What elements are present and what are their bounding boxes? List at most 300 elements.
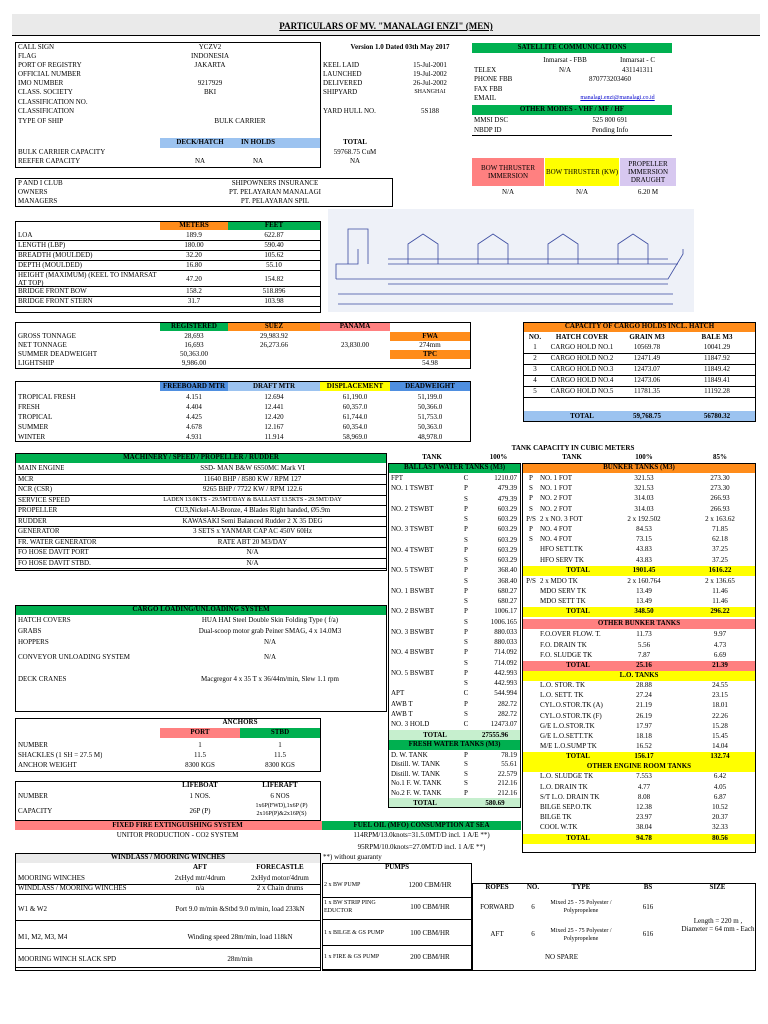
dimension-meters: 158.2 [186, 287, 202, 295]
hold-name: CARGO HOLD NO.4 [550, 376, 614, 384]
dimension-meters: 180.00 [184, 241, 204, 249]
dimension-label: HEIGHT (MAXIMUM) (KEEL TO INMARSAT AT TOP) [18, 271, 157, 287]
bunker-100: 43.83 [636, 545, 652, 554]
managers-label: MANAGERS [18, 197, 58, 205]
forecastle-header: FORECASTLE [256, 863, 304, 871]
fire-system-value: UNITOR PRODUCTION - CO2 SYSTEM [116, 831, 239, 839]
bunker-100: 17.97 [636, 721, 652, 730]
machinery-value: 9265 BHP / 7722 KW / RPM 122.6 [202, 485, 303, 493]
reefer-deck: NA [194, 157, 206, 165]
anchors-box [15, 718, 321, 772]
winch-label: WINDLASS / MOORING WINCHES [18, 884, 127, 892]
other-modes-header: OTHER MODES - VHF / MF / HF [519, 105, 625, 113]
anchor-number-label: NUMBER [18, 741, 48, 749]
bunker-85: 10.52 [712, 803, 728, 811]
hold-grain: 11781.35 [634, 387, 660, 395]
winches-box [15, 853, 321, 971]
cargo-system-header: CARGO LOADING/UNLOADING SYSTEM [132, 605, 270, 613]
email-label: EMAIL [474, 94, 497, 102]
hold-no: 4 [533, 376, 537, 384]
pumps-header: PUMPS [384, 863, 410, 871]
ballast-capacity: 603.29 [497, 556, 517, 564]
bunker-total-label: TOTAL [566, 752, 590, 761]
fw-tank-name: No.1 F. W. TANK [391, 779, 442, 788]
bunker-tank-name: COOL W.TK [540, 823, 578, 832]
mmsi-label: MMSI DSC [474, 116, 509, 124]
loadline-freeboard: 4.425 [186, 413, 202, 421]
rope-aft-bs: 616 [642, 930, 654, 938]
rope-forward: FORWARD [480, 903, 514, 911]
loadline-label: TROPICAL [18, 413, 53, 421]
ballast-capacity: 714.092 [494, 658, 517, 667]
hold-bale: 11192.28 [704, 387, 730, 395]
bunker-tank-name: NO. 4 FOT [540, 535, 573, 544]
conveyor-label: CONVEYOR UNLOADING SYSTEM [18, 653, 130, 661]
bunker-tank-name: HFO SERV TK [540, 555, 584, 564]
hold-no: 3 [533, 365, 537, 373]
bunker-total-100: 25.16 [636, 661, 652, 669]
machinery-value: RATE ABT 20 M3/DAY [217, 537, 288, 546]
loadline-freeboard: 4.931 [186, 433, 202, 441]
registered-header: REGISTERED [171, 322, 217, 330]
loadline-label: FRESH [18, 403, 40, 411]
fw-capacity: 78.19 [501, 751, 517, 759]
ballast-tank-name: NO. 1 TSWBT [391, 484, 434, 493]
summer-deadweight-value: 50,363.00 [180, 350, 208, 358]
bunker-100: 8.08 [637, 792, 651, 801]
bunker-85: 15.45 [712, 732, 728, 740]
ballast-capacity: 479.39 [497, 494, 517, 503]
bunker-100: 18.18 [636, 732, 652, 740]
holds-total-bale: 56780.32 [703, 412, 731, 420]
bunker-total-85: 296.22 [710, 607, 730, 616]
fw-side: S [464, 779, 468, 788]
bunker-85: 20.37 [712, 813, 728, 822]
rope-forward-bs: 616 [642, 903, 654, 911]
rope-aft-type: Mixed 25 - 75 Polyester / Polypropelene [550, 928, 612, 942]
bunker-tank-name: MDO SETT TK [540, 597, 586, 606]
ballast-capacity: 680.27 [497, 586, 517, 595]
dimension-feet: 518.896 [262, 287, 286, 295]
ballast-side: P [464, 545, 468, 554]
feet-header: FEET [264, 221, 284, 229]
bunker-85: 32.33 [712, 823, 728, 832]
hold-no: 5 [533, 387, 537, 395]
bunker-85: 62.18 [712, 535, 728, 544]
bunker-85: 4.73 [713, 640, 727, 649]
bunker-total-85: 1616.22 [708, 565, 732, 574]
holds-cover-header: HATCH COVER [555, 333, 609, 341]
hold-no: 1 [533, 343, 537, 351]
machinery-label: FO HOSE DAVIT PORT [18, 548, 89, 556]
fuel-line-1: 114RPM/13.0knots=31.5.0MT/D incl. 1 A/E **) [353, 831, 490, 839]
machinery-label: GENERATOR [18, 527, 60, 535]
telex-c: 431141311 [622, 66, 653, 74]
loadline-deadweight: 51,199.0 [417, 393, 443, 401]
winch-detail: Port 9.0 m/min &Stbd 9.0 m/min, load 233kN [175, 905, 305, 913]
ballast-tank-header: TANK [422, 453, 442, 461]
loadline-deadweight: 50,366.0 [417, 403, 443, 411]
machinery-value: 3 SETS x YANMAR CAP AC 450V 60Hz [193, 527, 312, 535]
bunker-total-85: 21.39 [712, 661, 728, 669]
bunker-85: 266.93 [710, 504, 730, 513]
bunker-85: 266.93 [710, 494, 730, 503]
bunker-tank-name: L.O. SETT. TK [540, 691, 584, 700]
ballast-side: C [463, 689, 469, 698]
pi-club-value: SHIPOWNERS INSURANCE [231, 179, 319, 187]
anchor-number-port: 1 [198, 741, 202, 749]
dimension-meters: 31.7 [187, 297, 201, 305]
fw-capacity: 55.61 [501, 760, 517, 769]
panama-header: PANAMA [339, 322, 371, 330]
nbdp-label: NBDP ID [474, 126, 502, 134]
holds-box [523, 322, 756, 422]
bunker-100: 26.19 [636, 711, 652, 720]
shackles-label: SHACKLES (1 SH = 27.5 M) [18, 751, 103, 759]
bunker-total-85: 132.74 [710, 752, 730, 761]
dimension-label: BREADTH (MOULDED) [18, 251, 93, 259]
lifeboat-header: LIFEBOAT [182, 781, 218, 789]
loadline-draft: 12.441 [264, 403, 284, 411]
hatch-covers-value: HUA HAI Steel Double Skin Folding Type ( f/a) [201, 616, 339, 624]
bow-kw-value: N/A [575, 188, 589, 196]
machinery-value: N/A [246, 548, 259, 556]
ballast-capacity: 479.39 [497, 484, 517, 493]
holds-no-header: NO. [528, 333, 542, 341]
bunker-100: 27.24 [636, 691, 652, 700]
capacity-label: CAPACITY [18, 807, 53, 815]
bunker-total-label: TOTAL [566, 607, 590, 616]
bunker-tank-name: M/E L.O.SUMP TK [540, 742, 597, 751]
pump-capacity: 100 CBM/HR [410, 929, 450, 937]
machinery-label: SERVICE SPEED [18, 495, 70, 504]
lightship-value: 9,986.00 [181, 359, 207, 367]
launched-value: 19-Jul-2002 [413, 70, 447, 78]
loadline-label: WINTER [18, 433, 46, 441]
bunker-85: 273.30 [710, 484, 730, 493]
bunker-85: 273.30 [710, 474, 730, 482]
loadline-displacement: 60,357.0 [342, 403, 368, 411]
launched-label: LAUNCHED [323, 70, 362, 78]
rope-spare: NO SPARE [545, 953, 579, 961]
machinery-label: NCR (CSR) [18, 485, 53, 493]
machinery-value: 11640 BHP / 8580 KW / RPM 127 [203, 474, 302, 483]
winch-forecastle: 2xHyd motor/4drum [251, 874, 309, 882]
bunker-100: 314.03 [634, 504, 654, 513]
loadline-displacement: 61,190.0 [342, 393, 368, 401]
bunker-total-100: 156.17 [634, 752, 654, 761]
loadline-label: TROPICAL FRESH [18, 393, 76, 401]
holds-total-grain: 59,768.75 [633, 412, 661, 420]
lifeboat-capacity: 26P (P) [189, 807, 211, 815]
bunker-85: 23.15 [712, 691, 728, 700]
loadline-freeboard: 4.678 [186, 423, 202, 431]
bunker-tank-name: NO. 2 FOT [540, 504, 573, 513]
pump-capacity: 200 CBM/HR [410, 953, 450, 961]
bunker-85: 6.42 [713, 772, 727, 781]
lifeboat-number: 1 NOS. [189, 792, 211, 800]
bunker-85: 6.69 [713, 650, 727, 659]
ballast-capacity: 603.29 [497, 535, 517, 544]
managers-value: PT. PELAYARAN SPIL [240, 197, 310, 205]
pump-name: 1 x BILGE & GS PUMP [324, 930, 384, 936]
bunker-tank-name: G/E L.O.SETT.TK [540, 732, 594, 740]
ballast-total-value: 27555.96 [481, 731, 509, 739]
hold-bale: 11849.42 [704, 365, 730, 373]
bunker-85: 11.46 [712, 587, 728, 595]
gross-suez: 29,983.92 [260, 332, 288, 340]
machinery-value: LADEN 13.0KTS - 29.5MT/DAY & BALLAST 13.5KTS - 29.5MT/DAY [163, 496, 342, 503]
winch-aft: 2xHyd mtr/4drum [174, 874, 226, 882]
dimension-feet: 103.98 [264, 297, 284, 305]
gross-tonnage-label: GROSS TONNAGE [18, 332, 76, 340]
liferaft-number: 6 NOS [270, 792, 290, 800]
bunker-85-header: 85% [713, 453, 727, 461]
bunker-subheader: OTHER BUNKER TANKS [597, 619, 681, 628]
bunker-85: 24.55 [712, 681, 728, 689]
ballast-capacity: 603.29 [497, 515, 517, 523]
bunker-100: 11.73 [636, 630, 652, 639]
hold-grain: 12471.49 [633, 354, 661, 362]
telex-fbb: N/A [558, 66, 572, 74]
bunker-100: 13.49 [636, 587, 652, 595]
hold-no: 2 [533, 354, 537, 362]
ballast-tank-name: FPT [391, 474, 404, 482]
fw-capacity: 212.16 [497, 779, 517, 788]
ballast-side: S [464, 597, 468, 605]
bunker-100: 38.04 [636, 823, 652, 832]
hold-bale: 11847.92 [704, 354, 730, 362]
bunker-tank-name: 2 x NO. 3 FOT [540, 514, 583, 523]
satcom-header: SATELLITE COMMUNICATIONS [517, 43, 627, 51]
displacement-header: DISPLACEMENT [326, 382, 384, 390]
hold-bale: 11849.41 [704, 376, 730, 384]
shipyard-value: SHANGHAI [414, 89, 446, 95]
bunker-total-100: 1901.45 [632, 565, 656, 574]
dimensions-box [15, 221, 321, 313]
dimension-label: BRIDGE FRONT STERN [18, 297, 93, 305]
pumps-box [322, 863, 472, 971]
rope-aft: AFT [490, 930, 504, 938]
ballast-side: P [464, 566, 468, 575]
bunker-85: 11.46 [712, 597, 728, 606]
page-title: PARTICULARS OF MV. "MANALAGI ENZI" (MEN) [279, 21, 493, 31]
ballast-side: S [464, 709, 468, 718]
hold-name: CARGO HOLD NO.2 [550, 354, 614, 362]
bunker-header: BUNKER TANKS (M3) [603, 463, 675, 471]
delivered-label: DELIVERED [323, 79, 363, 87]
bunker-tank-name: CYL.O.STOR.TK (A) [540, 701, 603, 710]
bunker-tank-name: CYL.O.STOR.TK (F) [540, 711, 602, 720]
bow-thruster-kw-header: BOW THRUSTER (KW) [545, 158, 619, 186]
loadline-draft: 12.420 [264, 413, 284, 421]
ballast-tank-name: NO. 3 HOLD [391, 720, 430, 728]
ballast-header: BALLAST WATER TANKS (M3) [403, 463, 506, 471]
deck-hatch-header: DECK/HATCH [176, 138, 224, 146]
fwa-value: 274mm [419, 341, 441, 349]
reefer-label: REEFER CAPACITY [18, 157, 81, 165]
machinery-value: KAWASAKI Semi Balanced Rudder 2 X 35 DEG [182, 516, 323, 525]
net-suez: 26,273.66 [260, 341, 288, 349]
ballast-100-header: 100% [489, 453, 508, 461]
hold-grain: 12473.07 [633, 365, 661, 373]
draft-header: DRAFT MTR [252, 382, 296, 390]
bunker-total-label: TOTAL [566, 833, 590, 842]
winch-label: MOORING WINCHES [18, 874, 85, 882]
bunker-tank-name: G/E L.O.STOR.TK [540, 721, 595, 730]
bunker-85: 9.97 [713, 630, 727, 639]
loadline-deadweight: 48,978.0 [417, 433, 443, 441]
bulk-capacity-value: 59768.75 CuM [333, 148, 377, 156]
ballast-side: P [464, 699, 468, 708]
bunker-85: 4.05 [713, 782, 727, 791]
machinery-label: FR. WATER GENERATOR [18, 537, 97, 546]
loadline-draft: 12.167 [264, 423, 284, 431]
ropes-box [472, 883, 756, 971]
holds-total-label: TOTAL [570, 412, 594, 420]
bunker-total-100: 348.50 [634, 607, 654, 616]
pump-capacity: 1200 CBM/HR [408, 881, 452, 889]
ballast-side: S [464, 556, 468, 564]
keel-label: KEEL LAID [323, 61, 360, 69]
freeboard-header: FREEBOARD MTR [162, 382, 226, 390]
fw-tank-name: Distill. W. TANK [391, 760, 441, 769]
bunker-85: 71.85 [712, 525, 728, 533]
winch-detail: 28m/min [227, 955, 253, 963]
winch-label: MOORING WINCH SLACK SPD [18, 955, 117, 963]
ballast-side: S [464, 679, 468, 687]
gross-registered: 28,693 [184, 332, 204, 340]
bunker-100: 13.49 [636, 597, 652, 606]
ballast-capacity: 442.993 [494, 679, 517, 687]
ballast-capacity: 1006.17 [494, 607, 517, 616]
fwa-header: FWA [422, 332, 438, 340]
fuel-header: FUEL OIL (MFO) CONSUMPTION AT SEA [353, 821, 490, 829]
ballast-tank-name: NO. 5 TSWBT [391, 566, 434, 575]
fw-tank-name: D. W. TANK [391, 751, 428, 759]
ropes-no-header: NO. [526, 883, 540, 891]
bunker-tank-name: L.O. SLUDGE TK [540, 772, 594, 781]
bunker-100: 43.83 [636, 555, 652, 564]
ballast-side: P [464, 668, 468, 677]
ballast-capacity: 880.033 [494, 627, 517, 636]
machinery-value: SSD- MAN B&W 6S50MC Mark VI [200, 464, 305, 472]
machinery-label: MCR [18, 474, 34, 483]
loadline-displacement: 60,354.0 [342, 423, 368, 431]
ballast-capacity: 603.29 [497, 504, 517, 513]
anchor-weight-stbd: 8300 KGS [265, 761, 295, 769]
classification-no-label: CLASSIFICATION NO. [18, 98, 88, 106]
grabs-label: GRABS [18, 627, 42, 635]
owners-value: PT. PELAYARAN MANALAGI [229, 188, 321, 196]
suez-header: SUEZ [264, 322, 284, 330]
holds-bale-header: BALE M3 [701, 333, 733, 341]
summer-deadweight-label: SUMMER DEADWEIGHT [18, 350, 98, 358]
ballast-capacity: 714.092 [494, 648, 517, 657]
classification-label: CLASSIFICATION [18, 107, 75, 115]
bunker-side: S [529, 535, 533, 544]
ballast-side: S [464, 494, 468, 503]
anchor-weight-label: ANCHOR WEIGHT [18, 761, 77, 769]
bunker-tank-name: L.O. DRAIN TK [540, 782, 588, 791]
pump-capacity: 100 CBM/HR [410, 903, 450, 911]
ballast-tank-name: APT [391, 689, 405, 698]
ballast-side: C [463, 474, 469, 482]
bunker-100: 23.97 [636, 813, 652, 822]
ballast-box [388, 463, 521, 808]
bunker-total-label: TOTAL [566, 661, 590, 669]
dimension-meters: 189.9 [186, 231, 202, 239]
deadweight-header: DEADWEIGHT [405, 382, 455, 390]
divider [472, 135, 672, 136]
ballast-side: P [464, 586, 468, 595]
bunker-tank-name: 2 x MDO TK [540, 576, 578, 585]
ballast-side: P [464, 504, 468, 513]
bunker-tank-name: S/T L.O. DRAIN TK [540, 792, 600, 801]
hold-name: CARGO HOLD NO.5 [550, 387, 614, 395]
bunker-100: 12.38 [636, 803, 652, 811]
bunker-tank-name: BILGE TK [540, 813, 572, 822]
machinery-label: RUDDER [18, 516, 47, 525]
nbdp-value: Pending Info [591, 126, 629, 134]
bunker-85: 37.25 [712, 555, 728, 564]
fw-side: P [464, 788, 468, 797]
ballast-total-label: TOTAL [423, 731, 447, 739]
bunker-tank-name: MDO SERV TK [540, 587, 587, 595]
rope-forward-no: 6 [531, 903, 535, 911]
fw-capacity: 212.16 [497, 788, 517, 797]
ballast-side: S [464, 658, 468, 667]
net-registered: 16,693 [184, 341, 204, 349]
pump-name: 1 x FIRE & GS PUMP [324, 954, 380, 960]
ballast-side: P [464, 627, 468, 636]
bunker-tank-name: F.O. SLUDGE TK [540, 650, 593, 659]
bunker-85: 37.25 [712, 545, 728, 554]
hold-bale: 10041.29 [703, 343, 731, 351]
email-link[interactable]: manalagi.enzi@manalagi.co.id [580, 95, 655, 101]
loadline-displacement: 58,969.0 [342, 433, 368, 441]
bunker-side: S [529, 504, 533, 513]
ballast-tank-name: NO. 3 BSWBT [391, 627, 434, 636]
hatch-covers-label: HATCH COVERS [18, 616, 71, 624]
fw-tank-name: Distill. W. TANK [391, 769, 441, 778]
reefer-total: NA [349, 157, 361, 165]
ballast-tank-name: NO. 1 BSWBT [391, 586, 434, 595]
imo-value: 9217929 [197, 79, 223, 87]
bunker-100: 73.15 [636, 535, 652, 544]
ballast-side: S [464, 617, 468, 626]
stbd-header: STBD [270, 728, 290, 736]
bunker-100: 5.56 [637, 640, 651, 649]
loadline-deadweight: 51,753.0 [417, 413, 443, 421]
loadline-draft: 11.914 [264, 433, 284, 441]
dimension-feet: 622.87 [264, 231, 284, 239]
bow-thruster-immersion-header: BOW THRUSTER IMMERSION [472, 158, 544, 186]
hold-name: CARGO HOLD NO.3 [550, 365, 614, 373]
telex-label: TELEX [474, 66, 497, 74]
ballast-tank-name: AWB T [391, 709, 413, 718]
official-number-label: OFFICIAL NUMBER [18, 70, 81, 78]
liferaft-header: LIFERAFT [262, 781, 298, 789]
phone-value: 870773203460 [589, 75, 631, 83]
phone-label: PHONE FBB [474, 75, 513, 83]
conveyor-value: N/A [263, 653, 277, 661]
hold-name: CARGO HOLD NO.1 [550, 343, 614, 351]
aft-header: AFT [193, 863, 207, 871]
bunker-100: 7.87 [637, 650, 651, 659]
dimension-meters: 16.80 [186, 261, 202, 269]
ballast-side: P [464, 484, 468, 493]
